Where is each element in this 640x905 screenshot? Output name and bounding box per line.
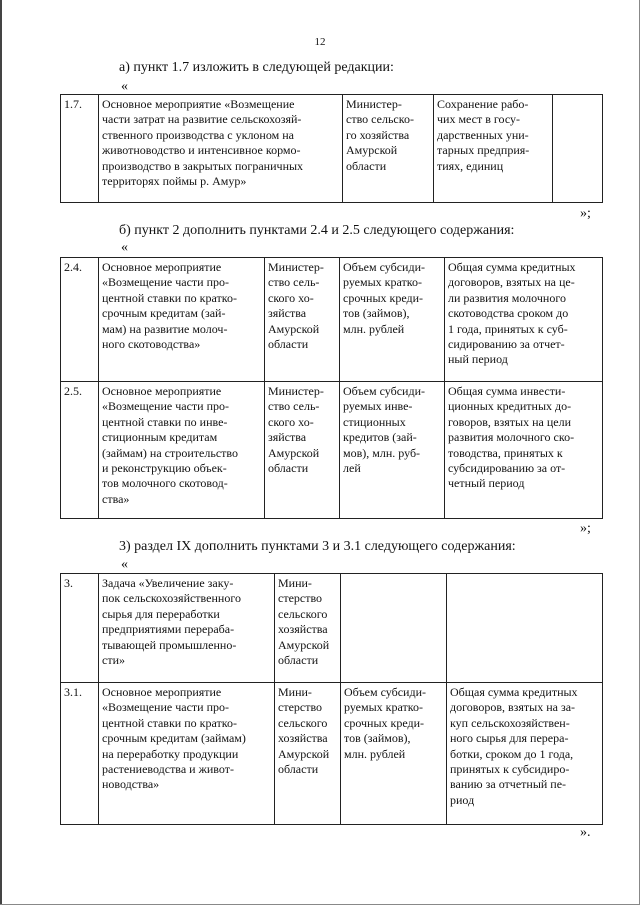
ministry-cell: Мини- стерство сельского хозяйства Амурской области xyxy=(275,574,341,683)
ministry-cell: Министер- ство сельско- го хозяйства Амурской области xyxy=(343,95,434,203)
description-cell: Общая сумма кредитных договоров, взятых на за- куп сельскохозяйствен- ного сырья для перера- ботки, сроком до 1 года, принятых к субсидиро- ванию за отчетный пе- риод xyxy=(447,683,603,825)
event-cell: Основное мероприятие «Возмещение части про- центной ставки по кратко- срочным кредитам (займам) на переработку продукции растениеводства и живот- новодства» xyxy=(99,683,275,825)
description-cell: Общая сумма инвести- ционных кредитных до- говоров, взятых на цели развития молочного ско- товодства, принятых к субсидированию за от- четный период xyxy=(445,382,603,519)
table-row xyxy=(61,258,603,382)
table-row xyxy=(61,95,603,203)
indicator-cell: Сохранение рабо- чих мест в госу- дарственных уни- тарных предприя- тиях, единиц xyxy=(434,95,553,203)
event-cell: Основное мероприятие «Возмещение части про- центной ставки по инве- стиционным кредитам (займам) на строительство и реконструкцию объек- тов молочного скотовод- ства» xyxy=(99,382,265,519)
section-c-open-quote: « xyxy=(121,557,128,572)
ministry-cell: Министер- ство сель- ского хо- зяйства Амурской области xyxy=(265,382,340,519)
item-number: 3. xyxy=(61,574,99,683)
indicator-cell: Объем субсиди- руемых инве- стиционных кредитов (зай- мов), млн. руб- лей xyxy=(340,382,445,519)
section-a-intro: а) пункт 1.7 изложить в следующей редакции: xyxy=(119,60,394,75)
table-row xyxy=(61,574,603,683)
section-a-open-quote: « xyxy=(121,79,128,94)
description-cell xyxy=(447,574,603,683)
indicator-cell: Объем субсиди- руемых кратко- срочных креди- тов (займов), млн. рублей xyxy=(341,683,447,825)
item-number: 2.4. xyxy=(61,258,99,382)
item-number: 1.7. xyxy=(61,95,99,203)
section-c-table xyxy=(60,573,603,825)
page-number: 12 xyxy=(314,36,326,48)
section-b-open-quote: « xyxy=(121,240,128,255)
ministry-cell: Министер- ство сель- ского хо- зяйства Амурской области xyxy=(265,258,340,382)
section-b-intro: б) пункт 2 дополнить пунктами 2.4 и 2.5 следующего содержания: xyxy=(119,223,515,238)
event-cell: Задача «Увеличение заку- пок сельскохозяйственного сырья для переработки предприятиями перераба- тывающей промышленно- сти» xyxy=(99,574,275,683)
section-b-table xyxy=(60,257,603,519)
description-cell: Общая сумма кредитных договоров, взятых на це- ли развития молочного скотоводства сроком до 1 года, принятых к суб- сидированию за отчет- ный период xyxy=(445,258,603,382)
scan-edge-left xyxy=(0,0,2,905)
table-row xyxy=(61,382,603,519)
ministry-cell: Мини- стерство сельского хозяйства Амурской области xyxy=(275,683,341,825)
item-number: 3.1. xyxy=(61,683,99,825)
section-b-close: »; xyxy=(580,521,591,536)
indicator-cell xyxy=(341,574,447,683)
section-c-intro: 3) раздел IX дополнить пунктами 3 и 3.1 следующего содержания: xyxy=(119,539,516,554)
indicator-cell: Объем субсиди- руемых кратко- срочных креди- тов (займов), млн. рублей xyxy=(340,258,445,382)
event-cell: Основное мероприятие «Возмещение части про- центной ставки по кратко- срочным кредитам (зай- мам) на развитие молоч- ного скотоводства» xyxy=(99,258,265,382)
empty-cell xyxy=(553,95,603,203)
section-c-close: ». xyxy=(580,825,591,840)
section-a-table xyxy=(60,94,603,203)
item-number: 2.5. xyxy=(61,382,99,519)
section-a-close: »; xyxy=(580,206,591,221)
event-cell: Основное мероприятие «Возмещение части затрат на развитие сельскохозяй- ственного производства с уклоном на животноводство и интенсивное кормо- производство в закрытых пограничных территорях поймы р. Амур» xyxy=(99,95,343,203)
table-row xyxy=(61,683,603,825)
